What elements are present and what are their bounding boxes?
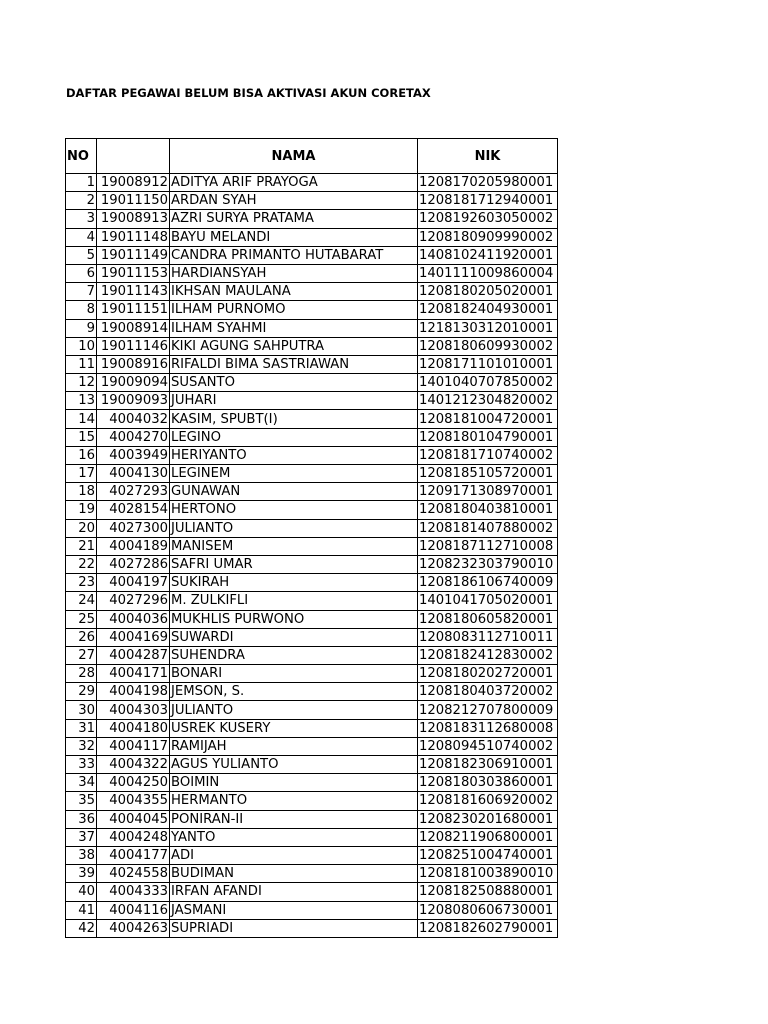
header-no: NO [66,139,97,174]
cell-id: 4004198 [97,683,170,701]
table-row [66,683,558,701]
table-row [66,555,558,573]
cell-id: 4004197 [97,574,170,592]
table-row [66,246,558,264]
cell-nik: 1208170205980001 [418,174,558,192]
cell-nama: KASIM, SPUBT(I) [170,410,418,428]
cell-nama: BONARI [170,665,418,683]
table-row [66,210,558,228]
cell-nama: RAMIJAH [170,737,418,755]
cell-nama: USREK KUSERY [170,719,418,737]
cell-id: 19008913 [97,210,170,228]
cell-no: 13 [66,392,97,410]
table-row [66,446,558,464]
table-row [66,919,558,937]
cell-no: 3 [66,210,97,228]
cell-nik: 1208211906800001 [418,828,558,846]
cell-nama: KIKI AGUNG SAHPUTRA [170,337,418,355]
cell-id: 4004355 [97,792,170,810]
cell-nama: HERTONO [170,501,418,519]
cell-nik: 1208186106740009 [418,574,558,592]
cell-nama: HARDIANSYAH [170,264,418,282]
cell-nik: 1208180104790001 [418,428,558,446]
cell-no: 36 [66,810,97,828]
cell-nik: 1208230201680001 [418,810,558,828]
cell-nama: BUDIMAN [170,865,418,883]
cell-no: 8 [66,301,97,319]
table-row [66,301,558,319]
table-row [66,264,558,282]
cell-id: 4004248 [97,828,170,846]
cell-no: 24 [66,592,97,610]
table-row [66,846,558,864]
table-body [66,174,558,938]
cell-id: 4004333 [97,883,170,901]
table-row [66,901,558,919]
cell-nik: 1208080606730001 [418,901,558,919]
cell-nik: 1208180205020001 [418,283,558,301]
cell-no: 19 [66,501,97,519]
table-row [66,592,558,610]
table-row [66,774,558,792]
cell-id: 4004189 [97,537,170,555]
table-row [66,174,558,192]
cell-id: 4004117 [97,737,170,755]
cell-id: 19009093 [97,392,170,410]
cell-no: 37 [66,828,97,846]
header-nik: NIK [418,139,558,174]
table-row [66,192,558,210]
cell-no: 11 [66,355,97,373]
cell-nama: RIFALDI BIMA SASTRIAWAN [170,355,418,373]
cell-no: 39 [66,865,97,883]
cell-id: 19009094 [97,374,170,392]
cell-no: 14 [66,410,97,428]
cell-no: 1 [66,174,97,192]
cell-nik: 1208182404930001 [418,301,558,319]
cell-no: 32 [66,737,97,755]
cell-nama: IRFAN AFANDI [170,883,418,901]
cell-no: 17 [66,465,97,483]
cell-nama: MUKHLIS PURWONO [170,610,418,628]
cell-nik: 1208182602790001 [418,919,558,937]
cell-no: 31 [66,719,97,737]
cell-no: 20 [66,519,97,537]
cell-nama: HERIYANTO [170,446,418,464]
cell-no: 29 [66,683,97,701]
cell-nama: BAYU MELANDI [170,228,418,246]
table-row [66,392,558,410]
cell-no: 28 [66,665,97,683]
cell-nik: 1208180909990002 [418,228,558,246]
cell-nik: 1208183112680008 [418,719,558,737]
cell-id: 4028154 [97,501,170,519]
cell-nik: 1218130312010001 [418,319,558,337]
table-row [66,428,558,446]
cell-id: 4004130 [97,465,170,483]
cell-nik: 1401040707850002 [418,374,558,392]
cell-nik: 1208181606920002 [418,792,558,810]
cell-no: 23 [66,574,97,592]
cell-nik: 1208187112710008 [418,537,558,555]
table-row [66,737,558,755]
cell-no: 7 [66,283,97,301]
cell-nama: SUWARDI [170,628,418,646]
cell-id: 4004322 [97,756,170,774]
cell-nama: ADITYA ARIF PRAYOGA [170,174,418,192]
cell-nik: 1208185105720001 [418,465,558,483]
cell-nik: 1208181710740002 [418,446,558,464]
table-row [66,756,558,774]
header-row [66,139,558,174]
cell-no: 22 [66,555,97,573]
cell-no: 35 [66,792,97,810]
cell-no: 34 [66,774,97,792]
cell-id: 4004045 [97,810,170,828]
cell-id: 19011151 [97,301,170,319]
cell-nama: LEGINO [170,428,418,446]
cell-id: 4004303 [97,701,170,719]
cell-id: 19008912 [97,174,170,192]
cell-nama: LEGINEM [170,465,418,483]
cell-nik: 1208181712940001 [418,192,558,210]
cell-nama: JULIANTO [170,701,418,719]
cell-nik: 1208094510740002 [418,737,558,755]
cell-id: 4004263 [97,919,170,937]
cell-id: 4027300 [97,519,170,537]
cell-nama: ILHAM PURNOMO [170,301,418,319]
table-row [66,483,558,501]
cell-nama: SAFRI UMAR [170,555,418,573]
cell-id: 4004169 [97,628,170,646]
cell-nik: 1208171101010001 [418,355,558,373]
table-row [66,701,558,719]
cell-nik: 1208181004720001 [418,410,558,428]
cell-nama: ARDAN SYAH [170,192,418,210]
cell-id: 4004116 [97,901,170,919]
table-row [66,574,558,592]
cell-nik: 1209171308970001 [418,483,558,501]
cell-id: 4027286 [97,555,170,573]
cell-id: 19011148 [97,228,170,246]
cell-nama: AGUS YULIANTO [170,756,418,774]
cell-no: 25 [66,610,97,628]
cell-no: 6 [66,264,97,282]
cell-no: 10 [66,337,97,355]
cell-nama: JUHARI [170,392,418,410]
cell-nama: JASMANI [170,901,418,919]
cell-nik: 1401212304820002 [418,392,558,410]
cell-nama: JULIANTO [170,519,418,537]
cell-id: 4004287 [97,646,170,664]
cell-nik: 1208181003890010 [418,865,558,883]
table-row [66,792,558,810]
table-row [66,665,558,683]
cell-nik: 1401111009860004 [418,264,558,282]
table-row [66,465,558,483]
cell-no: 26 [66,628,97,646]
document-title: DAFTAR PEGAWAI BELUM BISA AKTIVASI AKUN CORETAX [66,86,431,100]
employee-table [65,138,558,938]
cell-nik: 1208182306910001 [418,756,558,774]
cell-no: 2 [66,192,97,210]
cell-nik: 1208251004740001 [418,846,558,864]
cell-no: 27 [66,646,97,664]
cell-id: 19011143 [97,283,170,301]
table-row [66,865,558,883]
cell-no: 38 [66,846,97,864]
cell-no: 16 [66,446,97,464]
cell-id: 4027293 [97,483,170,501]
cell-no: 15 [66,428,97,446]
cell-id: 4004177 [97,846,170,864]
table-row [66,810,558,828]
cell-no: 5 [66,246,97,264]
cell-nama: JEMSON, S. [170,683,418,701]
table-row [66,319,558,337]
table-row [66,355,558,373]
cell-id: 19011150 [97,192,170,210]
table-row [66,374,558,392]
cell-nik: 1208182412830002 [418,646,558,664]
cell-id: 4024558 [97,865,170,883]
cell-no: 21 [66,537,97,555]
cell-nik: 1208180303860001 [418,774,558,792]
cell-nik: 1401041705020001 [418,592,558,610]
cell-no: 18 [66,483,97,501]
cell-nik: 1208180605820001 [418,610,558,628]
cell-nama: ILHAM SYAHMI [170,319,418,337]
table-row [66,646,558,664]
cell-nik: 1208182508880001 [418,883,558,901]
cell-id: 4004250 [97,774,170,792]
cell-nama: SUPRIADI [170,919,418,937]
cell-nama: BOIMIN [170,774,418,792]
cell-id: 19011153 [97,264,170,282]
cell-id: 4027296 [97,592,170,610]
cell-no: 4 [66,228,97,246]
cell-nama: GUNAWAN [170,483,418,501]
cell-nama: IKHSAN MAULANA [170,283,418,301]
table-row [66,337,558,355]
cell-nama: M. ZULKIFLI [170,592,418,610]
table-row [66,537,558,555]
cell-nama: AZRI SURYA PRATAMA [170,210,418,228]
table-header [66,139,558,174]
cell-id: 4003949 [97,446,170,464]
header-id [97,139,170,174]
cell-nama: SUHENDRA [170,646,418,664]
table-row [66,628,558,646]
cell-nik: 1208212707800009 [418,701,558,719]
cell-nik: 1208180403810001 [418,501,558,519]
cell-id: 4004032 [97,410,170,428]
table-row [66,828,558,846]
cell-id: 4004171 [97,665,170,683]
table-row [66,410,558,428]
cell-nik: 1208181407880002 [418,519,558,537]
cell-nik: 1408102411920001 [418,246,558,264]
table-row [66,283,558,301]
cell-nik: 1208180609930002 [418,337,558,355]
table-row [66,883,558,901]
header-nama: NAMA [170,139,418,174]
cell-nik: 1208180403720002 [418,683,558,701]
cell-nama: YANTO [170,828,418,846]
cell-id: 19008916 [97,355,170,373]
table-row [66,501,558,519]
cell-id: 4004036 [97,610,170,628]
cell-no: 30 [66,701,97,719]
cell-no: 33 [66,756,97,774]
cell-nama: ADI [170,846,418,864]
cell-no: 41 [66,901,97,919]
cell-id: 4004270 [97,428,170,446]
cell-nama: MANISEM [170,537,418,555]
cell-nik: 1208180202720001 [418,665,558,683]
cell-no: 9 [66,319,97,337]
table-row [66,228,558,246]
cell-nama: CANDRA PRIMANTO HUTABARAT [170,246,418,264]
cell-nik: 1208192603050002 [418,210,558,228]
cell-id: 4004180 [97,719,170,737]
table-row [66,610,558,628]
cell-no: 12 [66,374,97,392]
table-row [66,519,558,537]
cell-id: 19011146 [97,337,170,355]
table-row [66,719,558,737]
cell-nama: PONIRAN-II [170,810,418,828]
cell-no: 42 [66,919,97,937]
cell-id: 19008914 [97,319,170,337]
cell-nik: 1208083112710011 [418,628,558,646]
cell-nama: SUKIRAH [170,574,418,592]
cell-id: 19011149 [97,246,170,264]
cell-nama: HERMANTO [170,792,418,810]
cell-nik: 1208232303790010 [418,555,558,573]
cell-no: 40 [66,883,97,901]
cell-nama: SUSANTO [170,374,418,392]
